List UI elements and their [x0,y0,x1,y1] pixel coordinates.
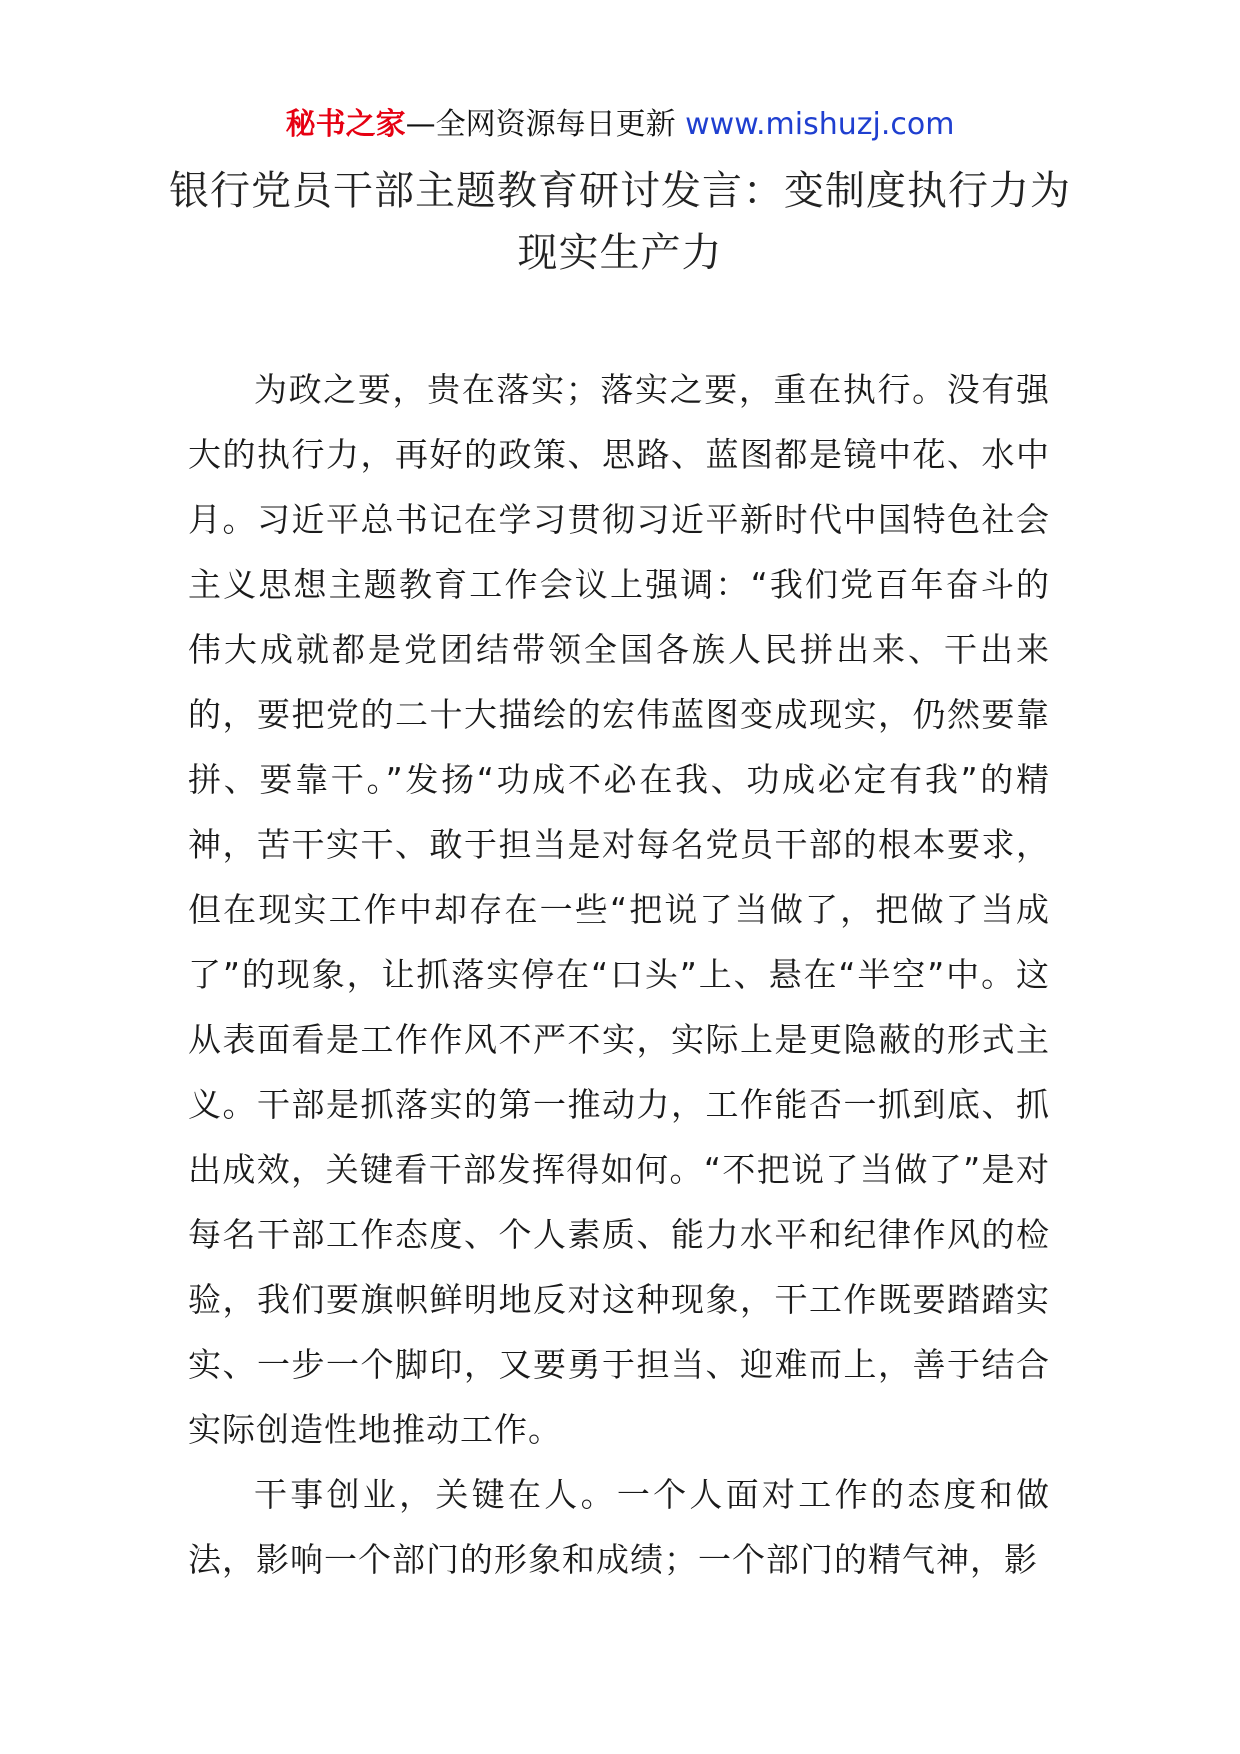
body-paragraph: 为政之要，贵在落实；落实之要，重在执行。没有强大的执行力，再好的政策、思路、蓝图都是镜中花、水中月。习近平总书记在学习贯彻习近平新时代中国特色社会主义思想主题教育工作会议上强调：“我们党百年奋斗的伟大成就都是党团结带领全国各族人民拼出来、干出来的，要把党的二十大描绘的宏伟蓝图变成现实，仍然要靠拼、要靠干。”发扬“功成不必在我、功成必定有我”的精神，苦干实干、敢于担当是对每名党员干部的根本要求，但在现实工作中却存在一些“把说了当做了，把做了当成了”的现象，让抓落实停在“口头”上、悬在“半空”中。这从表面看是工作作风不严不实，实际上是更隐蔽的形式主义。干部是抓落实的第一推动力，工作能否一抓到底、抓出成效，关键看干部发挥得如何。“不把说了当做了”是对每名干部工作态度、个人素质、能力水平和纪律作风的检验，我们要旗帜鲜明地反对这种现象，干工作既要踏踏实实、一步一个脚印，又要勇于担当、迎难而上，善于结合实际创造性地推动工作。 [188,370,1050,1449]
site-header [0,100,1240,150]
brand-name: 秘书之家 [285,107,406,142]
body-paragraph: 干事创业，关键在人。一个人面对工作的态度和做法，影响一个部门的形象和成绩；一个部门的精气神，影 [188,1475,1050,1579]
document-body [188,357,1050,1592]
site-url-link[interactable]: www.mishuzj.com [685,107,955,142]
document-title: 银行党员干部主题教育研讨发言：变制度执行力为现实生产力 [169,168,1071,276]
header-tagline: —全网资源每日更新 [405,107,676,142]
